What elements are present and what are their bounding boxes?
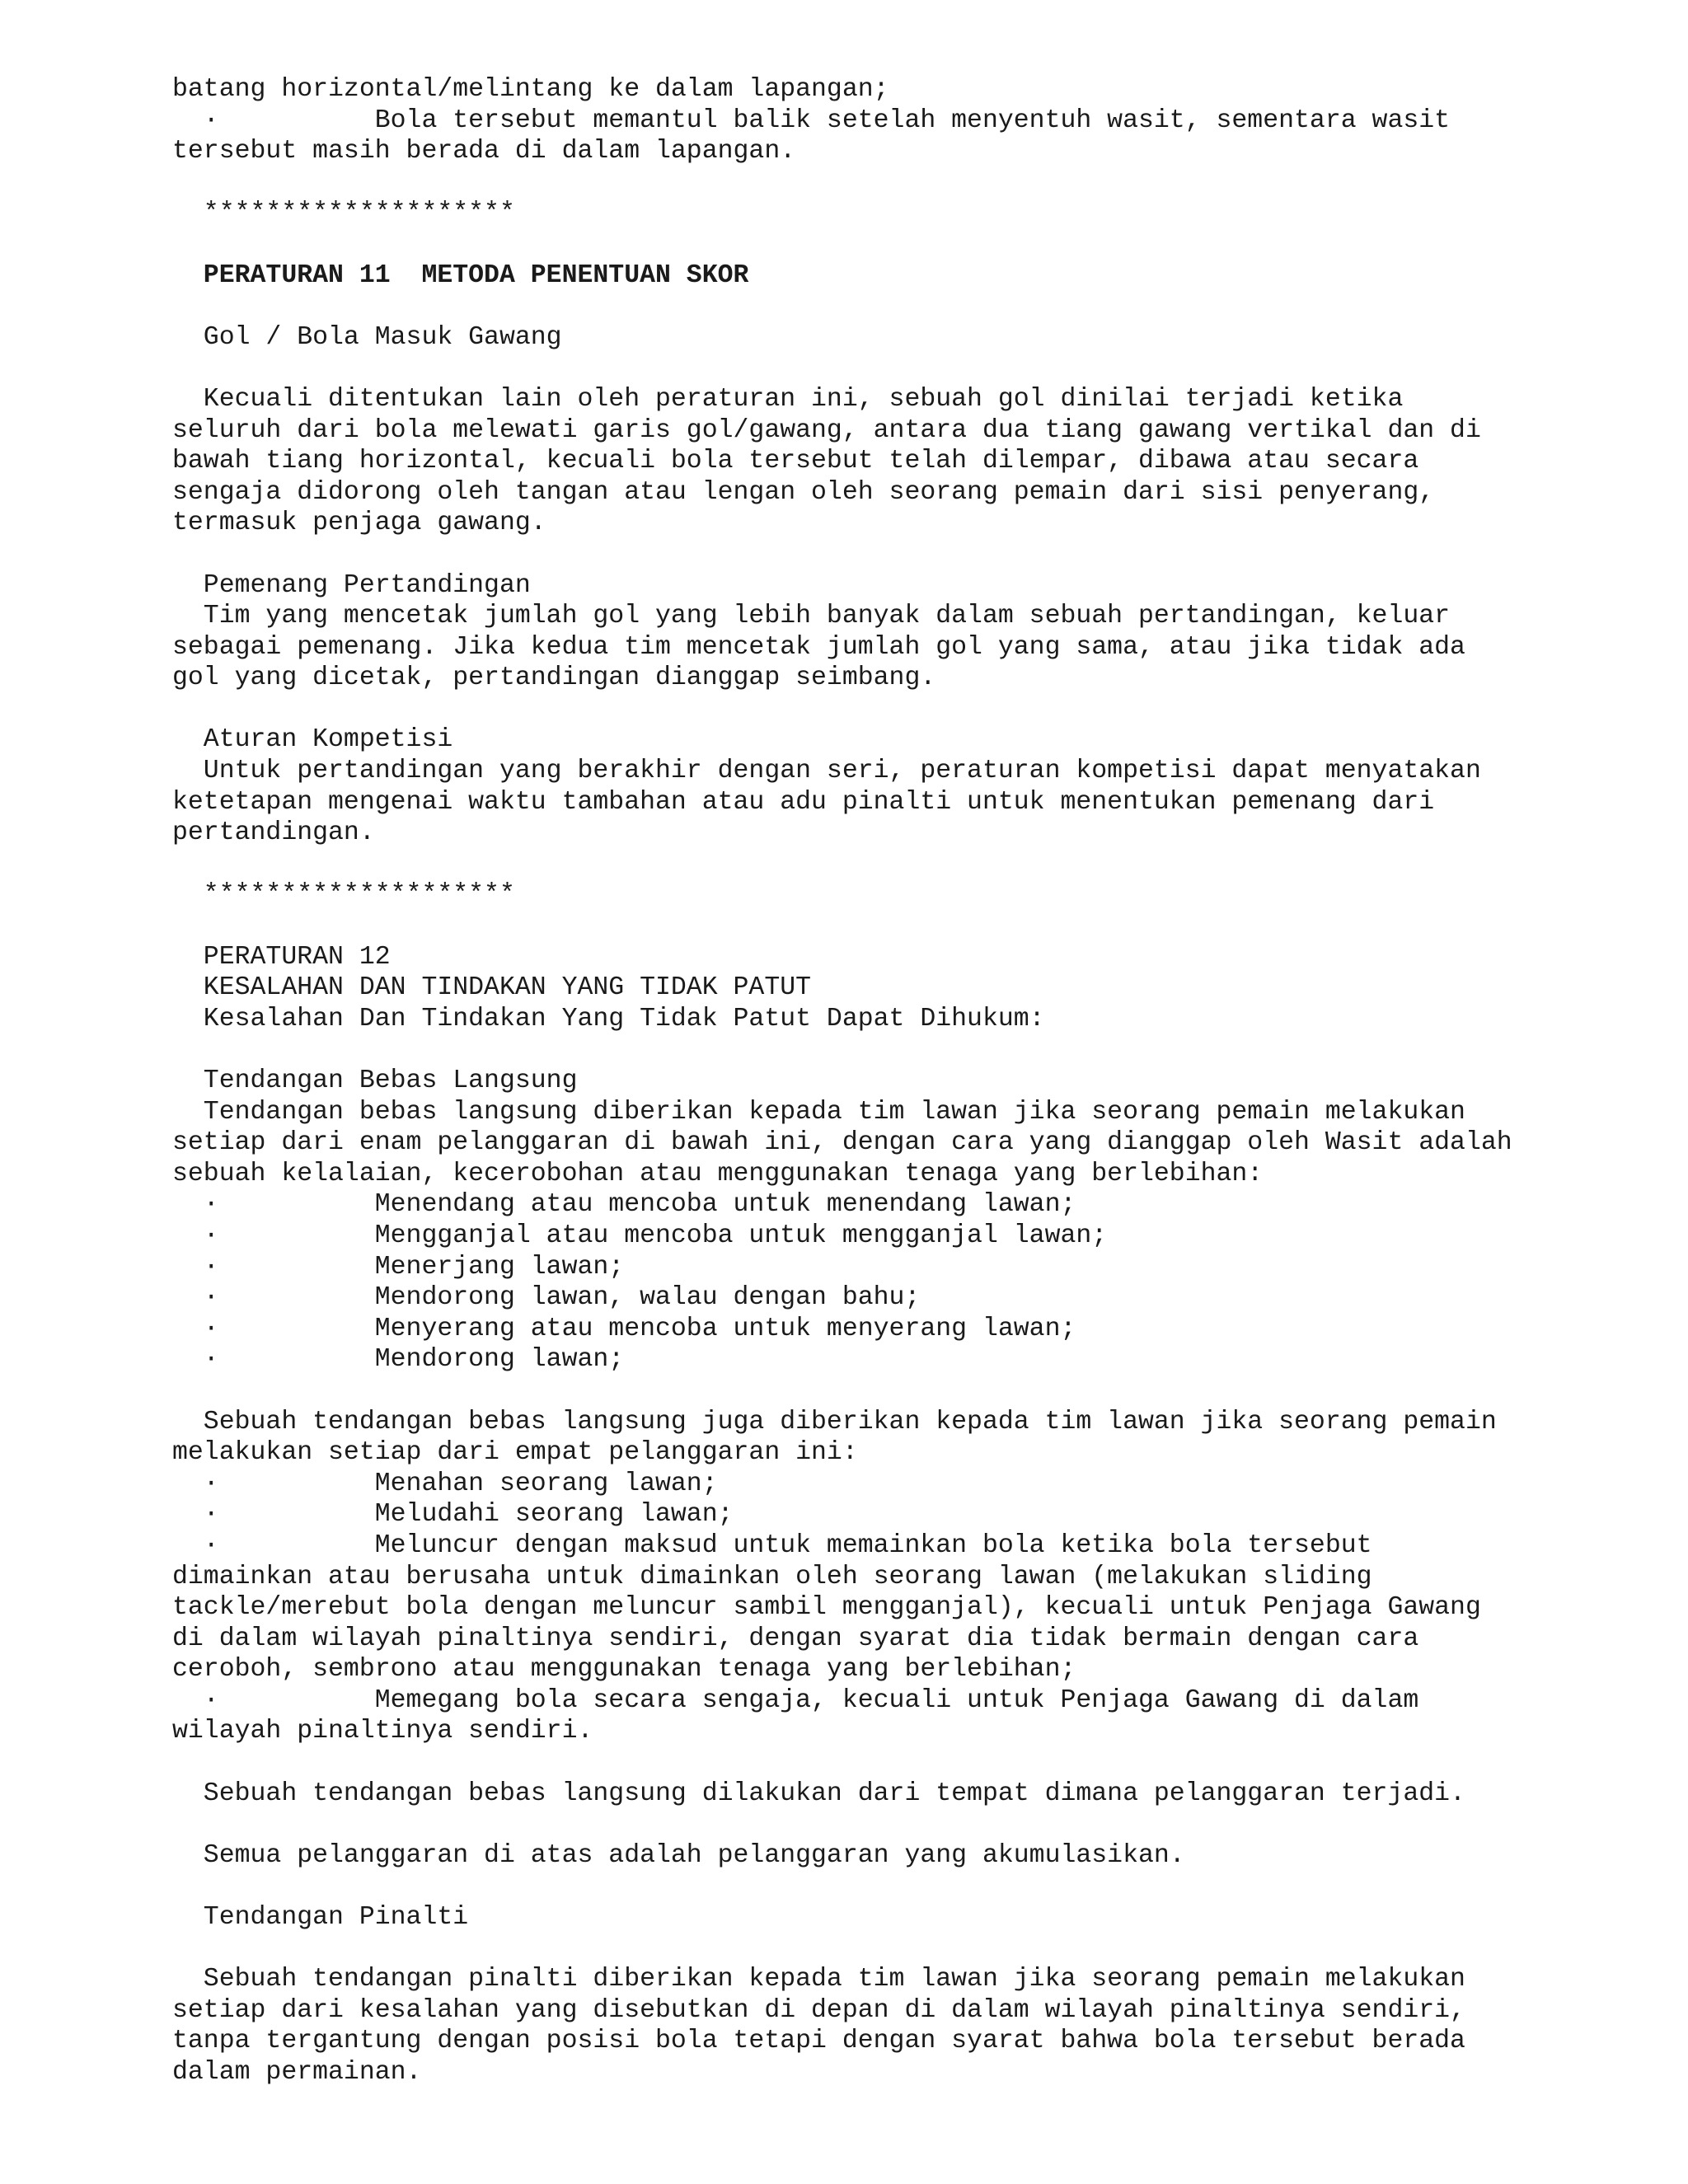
text-line: dalam permainan.	[172, 2058, 422, 2087]
blank-line	[172, 229, 1656, 260]
text-line: Kecuali ditentukan lain oleh peraturan ini, sebuah gol dinilai terjadi ketika	[172, 384, 1404, 414]
blank-line	[172, 1809, 1656, 1840]
text-line: ********************	[172, 880, 515, 910]
blank-line	[172, 1034, 1656, 1066]
text-line: · Memegang bola secara sengaja, kecuali untuk Penjaga Gawang di dalam	[172, 1685, 1419, 1715]
text-line: sebagai pemenang. Jika kedua tim mencetak jumlah gol yang sama, atau jika tidak ada	[172, 632, 1465, 662]
text-line: dimainkan atau berusaha untuk dimainkan oleh seorang lawan (melakukan sliding	[172, 1562, 1372, 1591]
section-heading: PERATURAN 11 METODA PENENTUAN SKOR	[172, 260, 749, 290]
blank-line	[172, 353, 1656, 384]
text-line: · Mendorong lawan;	[172, 1345, 625, 1375]
text-line: melakukan setiap dari empat pelanggaran ini:	[172, 1438, 858, 1468]
text-line: tersebut masih berada di dalam lapangan.	[172, 137, 796, 166]
text-line: PERATURAN 12	[172, 942, 391, 972]
text-line: Kesalahan Dan Tindakan Yang Tidak Patut Dapat Dihukum:	[172, 1004, 1045, 1033]
text-line: ketetapan mengenai waktu tambahan atau adu pinalti untuk menentukan pemenang dari	[172, 787, 1435, 817]
text-line: Tendangan Bebas Langsung	[172, 1066, 578, 1095]
text-line: setiap dari kesalahan yang disebutkan di depan di dalam wilayah pinaltinya sendiri,	[172, 1995, 1465, 2025]
blank-line	[172, 694, 1656, 725]
blank-line	[172, 1747, 1656, 1779]
text-line: tanpa tergantung dengan posisi bola tetapi dengan syarat bahwa bola tersebut berada	[172, 2027, 1465, 2056]
document-body	[172, 74, 1656, 2088]
text-line: Tendangan bebas langsung diberikan kepada tim lawan jika seorang pemain melakukan	[172, 1097, 1465, 1127]
text-line: Sebuah tendangan bebas langsung dilakukan dari tempat dimana pelanggaran terjadi.	[172, 1779, 1465, 1808]
text-line: pertandingan.	[172, 818, 375, 848]
text-line: · Meluncur dengan maksud untuk memainkan bola ketika bola tersebut	[172, 1530, 1372, 1560]
blank-line	[172, 539, 1656, 570]
text-line: seluruh dari bola melewati garis gol/gawang, antara dua tiang gawang vertikal dan di	[172, 415, 1481, 445]
blank-line	[172, 1376, 1656, 1407]
text-line: gol yang dicetak, pertandingan dianggap seimbang.	[172, 663, 936, 693]
blank-line	[172, 849, 1656, 880]
text-line: Tim yang mencetak jumlah gol yang lebih banyak dalam sebuah pertandingan, keluar	[172, 602, 1451, 631]
text-line: setiap dari enam pelanggaran di bawah ini, dengan cara yang dianggap oleh Wasit adalah	[172, 1128, 1512, 1158]
text-line: · Meludahi seorang lawan;	[172, 1500, 734, 1530]
text-line: tackle/merebut bola dengan meluncur sambil mengganjal), kecuali untuk Penjaga Gawang	[172, 1593, 1481, 1623]
text-line: · Menahan seorang lawan;	[172, 1469, 718, 1498]
text-line: Sebuah tendangan bebas langsung juga diberikan kepada tim lawan jika seorang pemain	[172, 1407, 1497, 1436]
text-line: sebuah kelalaian, kecerobohan atau menggunakan tenaga yang berlebihan:	[172, 1159, 1264, 1188]
blank-line	[172, 1933, 1656, 1965]
text-line: · Menerjang lawan;	[172, 1252, 625, 1282]
text-line: · Bola tersebut memantul balik setelah menyentuh wasit, sementara wasit	[172, 105, 1451, 135]
blank-line	[172, 1871, 1656, 1902]
text-line: Pemenang Pertandingan	[172, 570, 531, 600]
text-line: ceroboh, sembrono atau menggunakan tenaga yang berlebihan;	[172, 1655, 1076, 1685]
text-line: Untuk pertandingan yang berakhir dengan seri, peraturan kompetisi dapat menyatakan	[172, 757, 1481, 786]
text-line: Tendangan Pinalti	[172, 1903, 469, 1933]
text-line: KESALAHAN DAN TINDAKAN YANG TIDAK PATUT	[172, 973, 812, 1003]
text-line: Semua pelanggaran di atas adalah pelanggaran yang akumulasikan.	[172, 1840, 1185, 1870]
blank-line	[172, 167, 1656, 199]
blank-line	[172, 911, 1656, 942]
text-line: di dalam wilayah pinaltinya sendiri, dengan syarat dia tidak bermain dengan cara	[172, 1624, 1419, 1653]
text-line: Sebuah tendangan pinalti diberikan kepada tim lawan jika seorang pemain melakukan	[172, 1965, 1465, 1994]
text-line: Aturan Kompetisi	[172, 725, 453, 755]
text-line: · Menendang atau mencoba untuk menendang lawan;	[172, 1190, 1076, 1220]
text-line: termasuk penjaga gawang.	[172, 509, 546, 538]
text-line: batang horizontal/melintang ke dalam lapangan;	[172, 75, 889, 104]
text-line: bawah tiang horizontal, kecuali bola tersebut telah dilempar, dibawa atau secara	[172, 447, 1419, 476]
text-line: sengaja didorong oleh tangan atau lengan oleh seorang pemain dari sisi penyerang,	[172, 477, 1435, 507]
blank-line	[172, 291, 1656, 322]
text-line: · Menyerang atau mencoba untuk menyerang lawan;	[172, 1314, 1076, 1343]
text-line: Gol / Bola Masuk Gawang	[172, 322, 562, 352]
text-line: ********************	[172, 199, 515, 228]
text-line: · Mendorong lawan, walau dengan bahu;	[172, 1283, 921, 1313]
text-line: wilayah pinaltinya sendiri.	[172, 1717, 593, 1746]
text-line: · Mengganjal atau mencoba untuk mengganjal lawan;	[172, 1221, 1108, 1250]
